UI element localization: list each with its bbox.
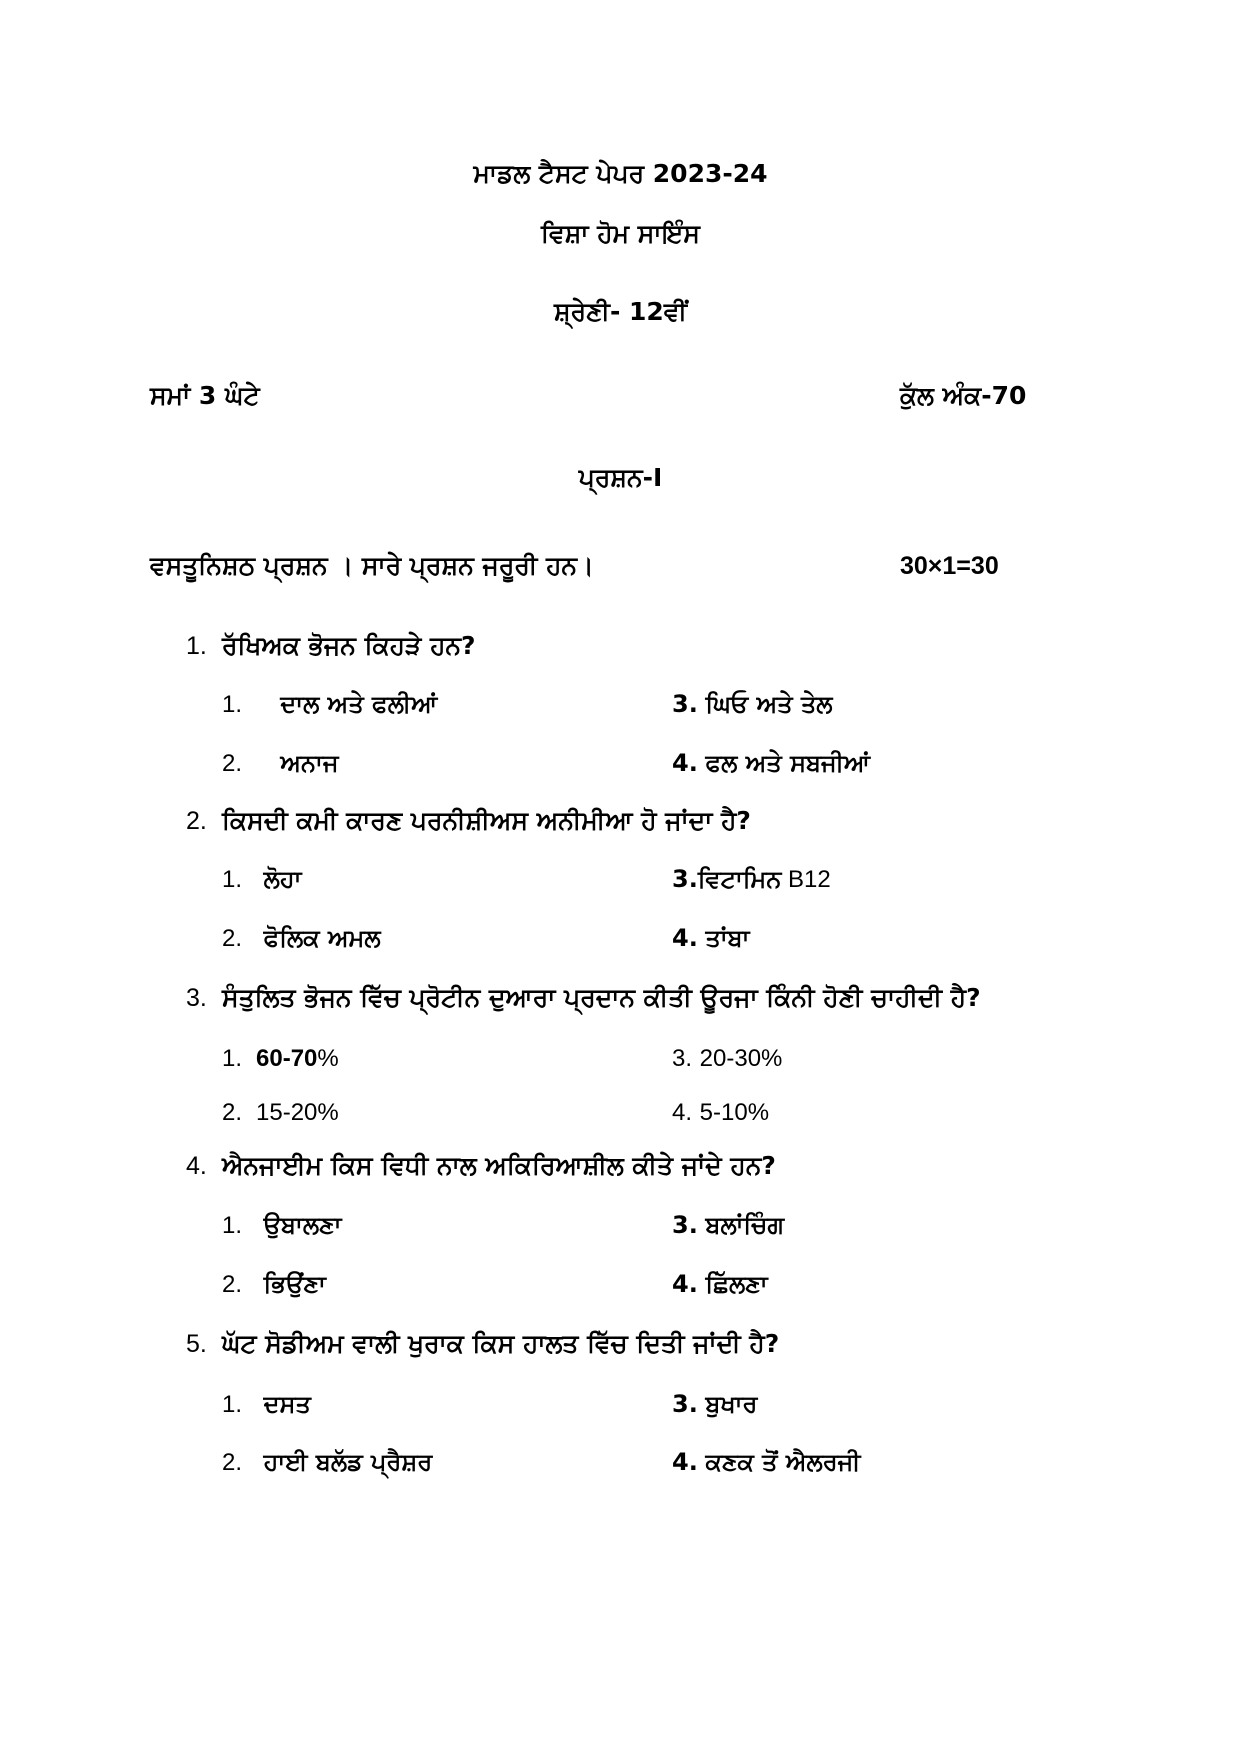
question-number: 1.: [186, 632, 207, 660]
section-instructions: ਵਸਤੂਨਿਸ਼ਠ ਪ੍ਰਸ਼ਨ । ਸਾਰੇ ਪ੍ਰਸ਼ਨ ਜਰੂਰੀ ਹਨ।: [150, 551, 594, 580]
option-number: 1.: [222, 866, 243, 893]
option-text: ਘਿਓ ਅਤੇ ਤੇਲ: [705, 690, 833, 718]
option-text: 15-20%: [256, 1099, 339, 1126]
time-allowed: ਸਮਾਂ 3 ਘੰਟੇ: [150, 381, 260, 410]
option-text: ਵਿਟਾਮਿਨ: [697, 865, 782, 893]
option-text: ਭਿਉਂਣਾ: [263, 1270, 326, 1298]
option-text: ਛਿੱਲਣਾ: [705, 1270, 768, 1298]
section-title: ਪ੍ਰਸ਼ਨ-I: [578, 463, 663, 492]
option-text: 5-10%: [699, 1099, 770, 1126]
option-number: 2.: [222, 1449, 243, 1476]
option-text: ਅਨਾਜ: [263, 749, 339, 777]
question-1: [186, 630, 476, 662]
question-text: ਕਿਸਦੀ ਕਮੀ ਕਾਰਣ ਪਰਨੀਸ਼ੀਅਸ ਅਨੀਮੀਆ ਹੋ ਜਾਂਦਾ ਹੈ?: [221, 806, 751, 835]
question-2-option-3: [672, 863, 831, 896]
question-3-option-4: [672, 1096, 769, 1129]
option-number: 2.: [222, 750, 243, 777]
class-line: ਸ਼੍ਰੇਣੀ- 12ਵੀਂ: [554, 297, 687, 326]
question-5-option-2: [222, 1446, 432, 1479]
question-1-option-1: [222, 688, 437, 721]
section-marks: 30×1=30: [900, 552, 999, 580]
option-text: ਦਾਲ ਅਤੇ ਫਲੀਆਂ: [263, 690, 438, 718]
question-text: ਐਨਜਾਈਮ ਕਿਸ ਵਿਧੀ ਨਾਲ ਅਕਿਰਿਆਸ਼ੀਲ ਕੀਤੇ ਜਾਂਦੇ ਹਨ?: [221, 1151, 776, 1180]
question-2-option-1: [222, 863, 301, 896]
question-4-option-3: [672, 1209, 784, 1241]
option-number: 1.: [222, 1391, 243, 1418]
option-text: 60-70: [256, 1045, 318, 1072]
question-2-option-2: [222, 922, 381, 955]
question-3-option-1: [222, 1042, 339, 1075]
option-number: 2.: [222, 1099, 243, 1126]
question-number: 5.: [186, 1330, 207, 1358]
option-text: ਬੁਖਾਰ: [705, 1390, 758, 1418]
option-number: 4.: [672, 924, 698, 952]
question-text: ਘੱਟ ਸੋਡੀਅਮ ਵਾਲੀ ਖੁਰਾਕ ਕਿਸ ਹਾਲਤ ਵਿੱਚ ਦਿਤੀ ਜਾਂਦੀ ਹੈ?: [221, 1329, 780, 1358]
question-number: 4.: [186, 1152, 207, 1180]
question-2-option-4: [672, 922, 749, 954]
option-number: 1.: [222, 1212, 243, 1239]
question-number: 3.: [186, 984, 207, 1012]
subject-line: ਵਿਸ਼ਾ ਹੋਮ ਸਾਇੰਸ: [541, 219, 700, 248]
question-3-option-3: [672, 1042, 782, 1075]
question-2: [186, 805, 751, 837]
option-number: 4.: [672, 1270, 698, 1298]
option-number: 3.: [672, 865, 698, 893]
question-4-option-2: [222, 1268, 326, 1301]
option-text: 20-30%: [699, 1045, 783, 1072]
option-number: 4.: [672, 1099, 693, 1126]
question-5-option-4: [672, 1446, 860, 1478]
question-3: [186, 982, 981, 1014]
option-number: 3.: [672, 1390, 698, 1418]
option-text: ਫੋਲਿਕ ਅਮਲ: [263, 924, 381, 952]
question-5-option-1: [222, 1388, 311, 1421]
option-text: ਲੋਹਾ: [263, 865, 302, 893]
option-text: ਉਬਾਲਣਾ: [263, 1211, 342, 1239]
option-text: ਕਣਕ ਤੋਂ ਐਲਰਜੀ: [705, 1448, 861, 1476]
option-number: 3.: [672, 1045, 693, 1072]
option-number: 4.: [672, 1448, 698, 1476]
option-text: ਹਾਈ ਬਲੱਡ ਪ੍ਰੈਸ਼ਰ: [263, 1448, 433, 1476]
question-5-option-3: [672, 1388, 757, 1420]
question-5: [186, 1328, 779, 1360]
option-suffix: B12: [781, 866, 831, 893]
option-number: 1.: [222, 691, 243, 718]
question-3-option-2: [222, 1096, 339, 1129]
question-4: [186, 1150, 776, 1182]
total-marks: ਕੁੱਲ ਅੰਕ-70: [900, 381, 1027, 410]
option-number: 2.: [222, 925, 243, 952]
option-number: 2.: [222, 1271, 243, 1298]
option-text: ਫਲ ਅਤੇ ਸਬਜੀਆਂ: [705, 749, 871, 777]
option-number: 4.: [672, 749, 698, 777]
option-number: 3.: [672, 690, 698, 718]
option-text: ਤਾਂਬਾ: [705, 924, 750, 952]
option-suffix: %: [317, 1045, 339, 1072]
paper-title: ਮਾਡਲ ਟੈਸਟ ਪੇਪਰ 2023-24: [473, 159, 768, 188]
question-4-option-4: [672, 1268, 768, 1300]
option-text: ਬਲਾਂਚਿੰਗ: [705, 1211, 785, 1239]
question-number: 2.: [186, 807, 207, 835]
option-number: 1.: [222, 1045, 243, 1072]
option-text: ਦਸਤ: [263, 1390, 311, 1418]
question-4-option-1: [222, 1209, 342, 1242]
question-1-option-4: [672, 747, 870, 779]
question-1-option-3: [672, 688, 833, 720]
question-text: ਰੱਖਿਅਕ ਭੋਜਨ ਕਿਹੜੇ ਹਨ?: [221, 631, 476, 660]
question-1-option-2: [222, 747, 339, 780]
question-text: ਸੰਤੁਲਿਤ ਭੋਜਨ ਵਿੱਚ ਪ੍ਰੋਟੀਨ ਦੁਆਰਾ ਪ੍ਰਦਾਨ ਕੀਤੀ ਊਰਜਾ ਕਿੰਨੀ ਹੋਣੀ ਚਾਹੀਦੀ ਹੈ?: [221, 983, 981, 1012]
option-number: 3.: [672, 1211, 698, 1239]
